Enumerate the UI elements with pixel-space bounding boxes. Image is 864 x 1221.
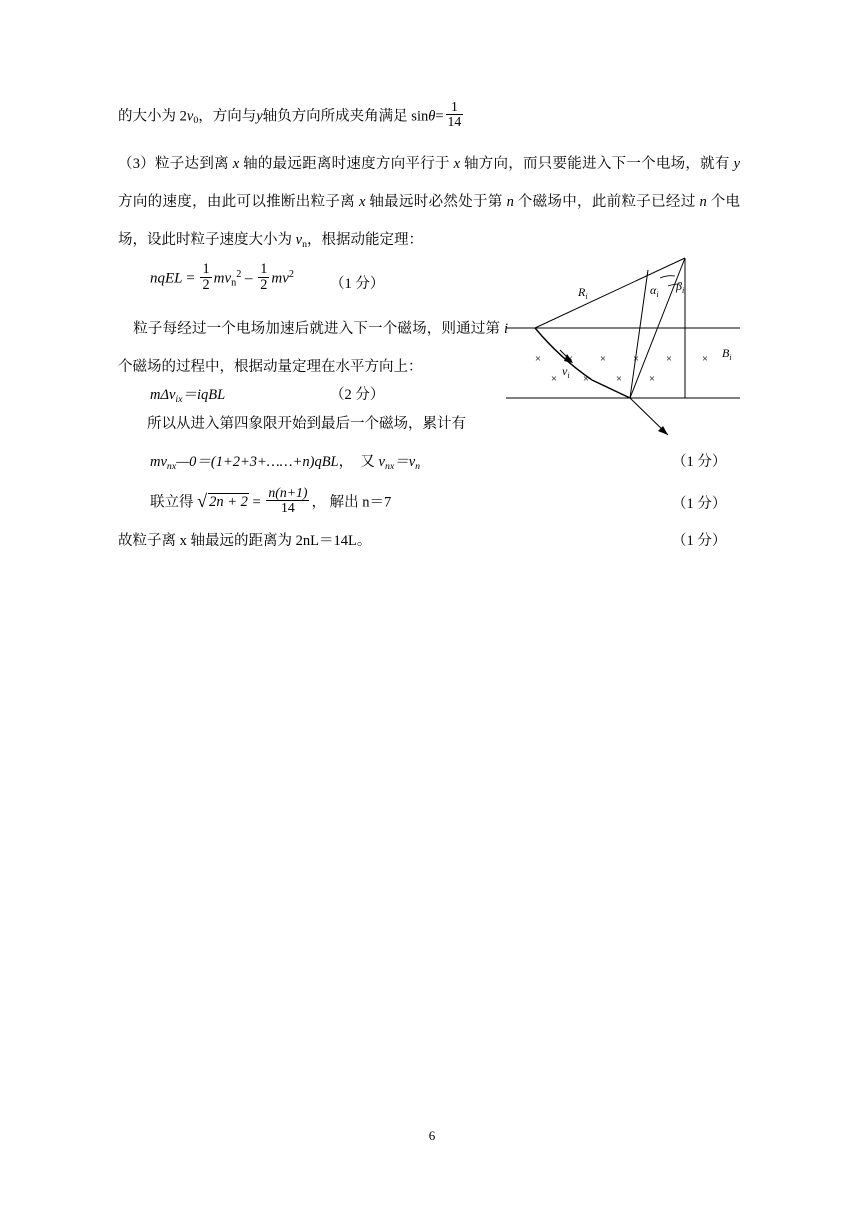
eq1-lhs: nqEL [150,270,183,287]
eq1-num1: 1 [202,261,210,277]
physics-diagram [500,240,750,450]
equation-4-score: （1 分） [672,496,727,512]
label-B: $B_i$ [722,346,732,362]
eq1-num2: 1 [260,261,268,277]
equation-3-score: （1 分） [672,454,727,470]
page-number: 6 [428,1128,436,1143]
eq4-sqrt-body: 2n + 2 [209,494,248,511]
paragraph-part-3: （3）粒子达到离 x 轴的最远距离时速度方向平行于 x 轴方向，而只要能进入下一个电场，就有 y 方向的速度，由此可以推断出粒子离 x 轴最远时必然处于第 n 个磁场中，此前粒子已经过 n 个电场，设此时粒子速度大小为 $v_n$，根据动能定理： [118,156,741,250]
eq3-lhs-rest: —0＝(1+2+3+……+n)qBL [176,454,339,470]
paragraph-momentum: 粒子每经过一个电场加速后就进入下一个磁场，则通过第 i 个磁场的过程中，根据动量定理在水平方向上： [118,321,508,375]
fraction-numerator: 1 [450,99,458,114]
equation-2-score: （2 分） [330,387,385,403]
sin-theta-fraction [446,100,464,130]
eq2-rest: ＝iqBL [182,387,226,403]
theta-symbol: θ [428,108,436,125]
cross-mark: × [534,353,542,365]
eq4-result: 解出 n＝7 [329,494,392,511]
cross-mark: × [582,373,590,385]
cross-mark: × [566,353,574,365]
eq1-equals: = [186,270,195,287]
eq1-half-1 [200,262,211,293]
eq1-term1-sub: n [231,277,237,289]
fraction-denominator: 14 [447,114,462,130]
cross-mark: × [665,353,673,365]
label-R: $R_i$ [578,285,588,301]
cross-mark: × [648,373,656,385]
velocity-subscript: 0 [193,115,199,127]
label-alpha: $\alpha_i$ [650,283,659,299]
equation-solve-n [150,486,391,516]
eq1-minus: – [245,270,253,287]
eq2-sub: ix [175,393,183,405]
label-beta: $\beta_i$ [676,279,685,295]
eq3-and-label: 又 [360,454,375,470]
eq4-fraction [266,486,309,516]
label-v: $v_i$ [562,364,570,380]
eq3-lhs: mv [150,454,167,470]
cross-mark: × [701,353,709,365]
eq1-term2-sup: 2 [288,268,295,280]
eq1-term2-body: mv [271,270,289,287]
eq4-equals: = [252,494,261,511]
paragraph-accumulate: 所以从进入第四象限开始到最后一个磁场，累计有 [147,416,466,432]
eq1-term1-sup: 2 [236,268,242,280]
equation-kinetic-energy [150,262,294,293]
eq1-den2: 2 [260,276,268,293]
eq3-rhs: v [378,454,385,470]
top-line-prefix: 的大小为 2 [118,108,187,125]
eq3-lhs-sub: nx [166,460,177,472]
top-equation-line [118,100,465,130]
eq4-label: 联立得 [150,494,194,511]
eq2-text: mΔv [150,387,176,403]
eq4-comma: ， [311,494,326,511]
velocity-symbol: v [186,108,194,125]
cross-mark: × [632,353,640,365]
top-line-middle: ，方向与 [198,108,257,125]
eq3-rhs-sub: nx [384,460,395,472]
equation-momentum [150,383,225,405]
cross-mark: × [599,353,607,365]
eq4-sqrt [197,493,249,511]
eq3-separator: ， [338,454,354,470]
eq3-rhs-sub2: n [415,460,421,472]
final-answer: 故粒子离 x 轴最远的距离为 2nL＝14L。 [118,533,372,549]
top-line-middle2: 轴负方向所成夹角满足 sin [262,108,429,125]
equation-1-score: （1 分） [330,276,385,292]
eq3-rhs-rest: ＝v [394,454,416,470]
cross-mark: × [550,373,558,385]
cross-mark: × [615,373,623,385]
eq1-half-2 [258,262,269,293]
eq1-den1: 2 [202,276,210,293]
eq1-term1-body: mv [213,270,232,287]
top-line-equals: = [435,108,444,125]
eq4-den: 14 [266,500,309,515]
eq4-num: n(n+1) [268,485,308,500]
y-axis-symbol: y [256,108,263,125]
equation-sum [150,450,420,472]
equation-5-score: （1 分） [672,533,727,549]
